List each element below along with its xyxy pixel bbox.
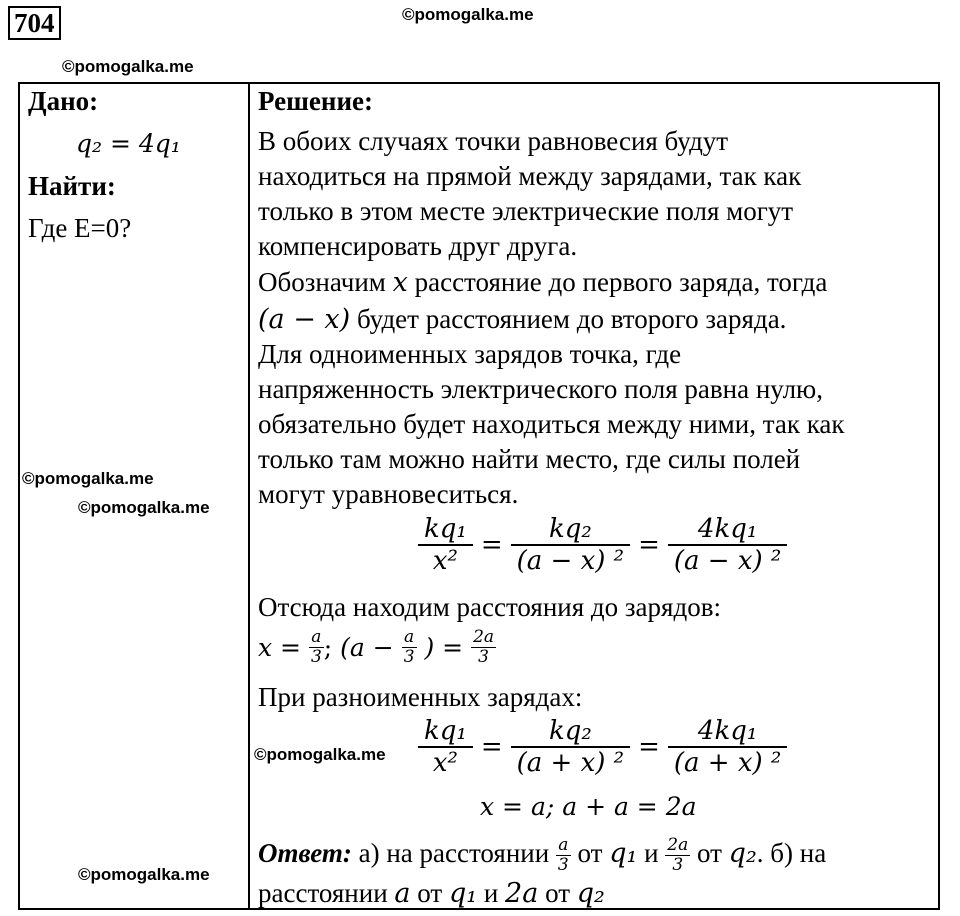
solution-line: только там можно найти место, где силы полей — [258, 444, 801, 474]
solution-line: могут уравновеситься. — [258, 479, 519, 509]
opposite-charges-text: При разноименных зарядах: — [258, 682, 583, 712]
equation-opposite-charges: $\frac{\text{kq₁}}{\text{x²}}$ = $\frac{\text{kq₂}}{\text{(a + x) ²}}$ = $\frac{\text{4kq₁}}{\text{(a + x) ²}}$ — [418, 716, 787, 778]
solution-line: Обозначим x расстояние до первого заряда, тогда — [258, 267, 828, 298]
watermark: ©pomogalka.me — [402, 5, 534, 24]
equation-same-charges: $\frac{\text{kq₁}}{\text{x²}}$ = $\frac{\text{kq₂}}{\text{(a − x) ²}}$ = $\frac{\text{4kq₁}}{\text{(a − x) ²}}$ — [418, 514, 787, 576]
solution-line: компенсировать друг друга. — [258, 231, 578, 261]
answer-line: Ответ: а) на расстоянии $\frac{a}{3}$ от q₁ и $\frac{2a}{3}$ от q₂. б) на — [258, 835, 827, 876]
equation-result: x = a; a + a = 2a — [480, 792, 697, 821]
solution-line: обязательно будет находиться между ними, так как — [258, 409, 845, 439]
find-heading: Найти: — [28, 171, 116, 201]
solution-line: только в этом месте электрические поля могут — [258, 196, 794, 226]
answer-line: расстоянии a от q₁ и 2a от q₂ — [258, 878, 605, 909]
problem-number: 704 — [8, 6, 61, 40]
solution-heading: Решение: — [258, 86, 373, 116]
solution-line: находиться на прямой между зарядами, так как — [258, 161, 802, 191]
watermark: ©pomogalka.me — [62, 57, 194, 76]
column-divider — [248, 82, 250, 910]
solution-line: напряженность электрического поля равна нулю, — [258, 374, 823, 404]
watermark: ©pomogalka.me — [254, 745, 386, 764]
given-heading: Дано: — [28, 86, 99, 116]
watermark: ©pomogalka.me — [22, 469, 154, 488]
watermark: ©pomogalka.me — [78, 865, 210, 884]
find-text: Где E=0? — [28, 213, 132, 243]
solution-line: Для одноименных зарядов точка, где — [258, 339, 682, 369]
distances-text: Отсюда находим расстояния до зарядов: — [258, 592, 721, 622]
given-formula: q₂ = 4q₁ — [76, 129, 181, 158]
solution-line: В обоих случаях точки равновесия будут — [258, 126, 729, 156]
watermark: ©pomogalka.me — [78, 498, 210, 517]
solution-line: (a − x) будет расстоянием до второго заряда. — [258, 304, 787, 335]
distances-formula: x = $\frac{a}{3}$ ; (a − $\frac{a}{3}$ ) = $\frac{2a}{3}$ — [258, 627, 495, 667]
